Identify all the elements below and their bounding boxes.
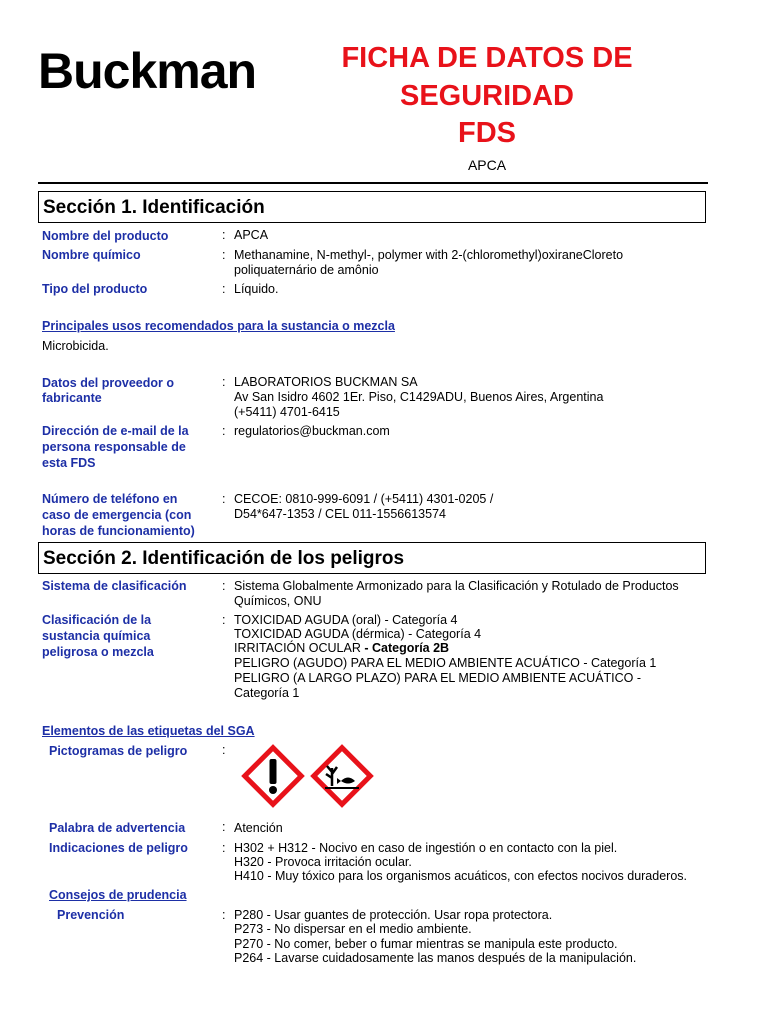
hazard-class-6: Categoría 1: [234, 686, 300, 700]
colon: :: [222, 841, 226, 855]
phone-label-1: Número de teléfono en: [42, 492, 178, 506]
hazard-classification-label-2: sustancia química: [42, 629, 151, 643]
exclamation-mark-icon: [241, 744, 305, 808]
signal-word-label: Palabra de advertencia: [49, 821, 186, 835]
prevention-statement-3: P270 - No comer, beber o fumar mientras se manipula este producto.: [234, 937, 618, 951]
precautionary-heading: Consejos de prudencia: [49, 888, 187, 902]
email-label-1: Dirección de e-mail de la: [42, 424, 189, 438]
product-name-label: Nombre del producto: [42, 229, 169, 243]
hazard-statement-3: H410 - Muy tóxico para los organismos acuáticos, con efectos nocivos duraderos.: [234, 869, 688, 883]
chemical-name-label: Nombre químico: [42, 248, 141, 262]
prevention-statement-1: P280 - Usar guantes de protección. Usar ropa protectora.: [234, 908, 553, 922]
environment-icon: [310, 744, 374, 808]
prevention-statement-2: P273 - No dispersar en el medio ambiente.: [234, 922, 472, 936]
buckman-logo: Buckman: [38, 43, 257, 99]
header-divider: [38, 182, 708, 184]
supplier-value-1: LABORATORIOS BUCKMAN SA: [234, 375, 418, 389]
colon: :: [222, 375, 226, 389]
colon: :: [222, 282, 226, 296]
hazard-classification-label-3: peligrosa o mezcla: [42, 645, 154, 659]
supplier-label-2: fabricante: [42, 391, 102, 405]
document-title-line-3: FDS: [458, 117, 516, 149]
product-type-value: Líquido.: [234, 282, 279, 296]
chemical-name-value-2: poliquaternário de amônio: [234, 263, 379, 277]
colon: :: [222, 613, 226, 627]
prevention-statement-4: P264 - Lavarse cuidadosamente las manos después de la manipulación.: [234, 951, 637, 965]
document-title-line-1: FICHA DE DATOS DE: [341, 42, 633, 74]
section-1-heading: Sección 1. Identificación: [38, 191, 706, 223]
pictograms-label: Pictogramas de peligro: [49, 744, 188, 758]
prevention-label: Prevención: [57, 908, 125, 922]
product-subtitle: APCA: [467, 157, 507, 173]
hazard-statement-1: H302 + H312 - Nocivo en caso de ingestión o en contacto con la piel.: [234, 841, 618, 855]
section-2-heading: Sección 2. Identificación de los peligros: [38, 542, 706, 574]
hazard-class-4: PELIGRO (AGUDO) PARA EL MEDIO AMBIENTE ACUÁTICO - Categoría 1: [234, 656, 657, 670]
colon: :: [222, 908, 226, 922]
product-type-label: Tipo del producto: [42, 282, 148, 296]
colon: :: [222, 579, 226, 593]
product-name-value: APCA: [234, 228, 269, 242]
email-label-2: persona responsable de: [42, 440, 186, 454]
hazard-class-2: TOXICIDAD AGUDA (dérmica) - Categoría 4: [234, 627, 482, 641]
email-value: regulatorios@buckman.com: [234, 424, 390, 438]
uses-value: Microbicida.: [42, 339, 109, 353]
hazard-statement-2: H320 - Provoca irritación ocular.: [234, 855, 412, 869]
supplier-value-2: Av San Isidro 4602 1Er. Piso, C1429ADU, Buenos Aires, Argentina: [234, 390, 604, 404]
colon: :: [222, 424, 226, 438]
phone-value-1: CECOE: 0810-999-6091 / (+5411) 4301-0205 /: [234, 492, 494, 506]
chemical-name-value-1: Methanamine, N-methyl-, polymer with 2-(chloromethyl)oxiraneCloreto: [234, 248, 624, 262]
hazard-class-5: PELIGRO (A LARGO PLAZO) PARA EL MEDIO AMBIENTE ACUÁTICO -: [234, 671, 642, 685]
phone-value-2: D54*647-1353 / CEL 011-1556613574: [234, 507, 446, 521]
supplier-value-3: (+5411) 4701-6415: [234, 405, 340, 419]
colon: :: [222, 743, 226, 757]
label-elements-heading: Elementos de las etiquetas del SGA: [42, 724, 255, 738]
phone-label-3: horas de funcionamiento): [42, 524, 195, 538]
classification-system-label: Sistema de clasificación: [42, 579, 187, 593]
supplier-label-1: Datos del proveedor o: [42, 376, 174, 390]
hazard-class-3-name: IRRITACIÓN OCULAR: [234, 641, 361, 655]
hazard-classification-label-1: Clasificación de la: [42, 613, 152, 627]
hazard-class-3-category: - Categoría 2B: [360, 641, 450, 655]
classification-system-value-1: Sistema Globalmente Armonizado para la Clasificación y Rotulado de Productos: [234, 579, 679, 593]
hazard-class-3: [234, 641, 449, 656]
colon: :: [222, 248, 226, 262]
colon: :: [222, 492, 226, 506]
hazard-statements-label: Indicaciones de peligro: [49, 841, 188, 855]
colon: :: [222, 228, 226, 242]
colon: :: [222, 820, 226, 834]
document-title-line-2: SEGURIDAD: [399, 80, 574, 112]
uses-heading: Principales usos recomendados para la sustancia o mezcla: [42, 319, 395, 333]
signal-word-value: Atención: [234, 821, 283, 835]
email-label-3: esta FDS: [42, 456, 96, 470]
hazard-class-1: TOXICIDAD AGUDA (oral) - Categoría 4: [234, 613, 458, 627]
phone-label-2: caso de emergencia (con: [42, 508, 192, 522]
classification-system-value-2: Químicos, ONU: [234, 594, 322, 608]
